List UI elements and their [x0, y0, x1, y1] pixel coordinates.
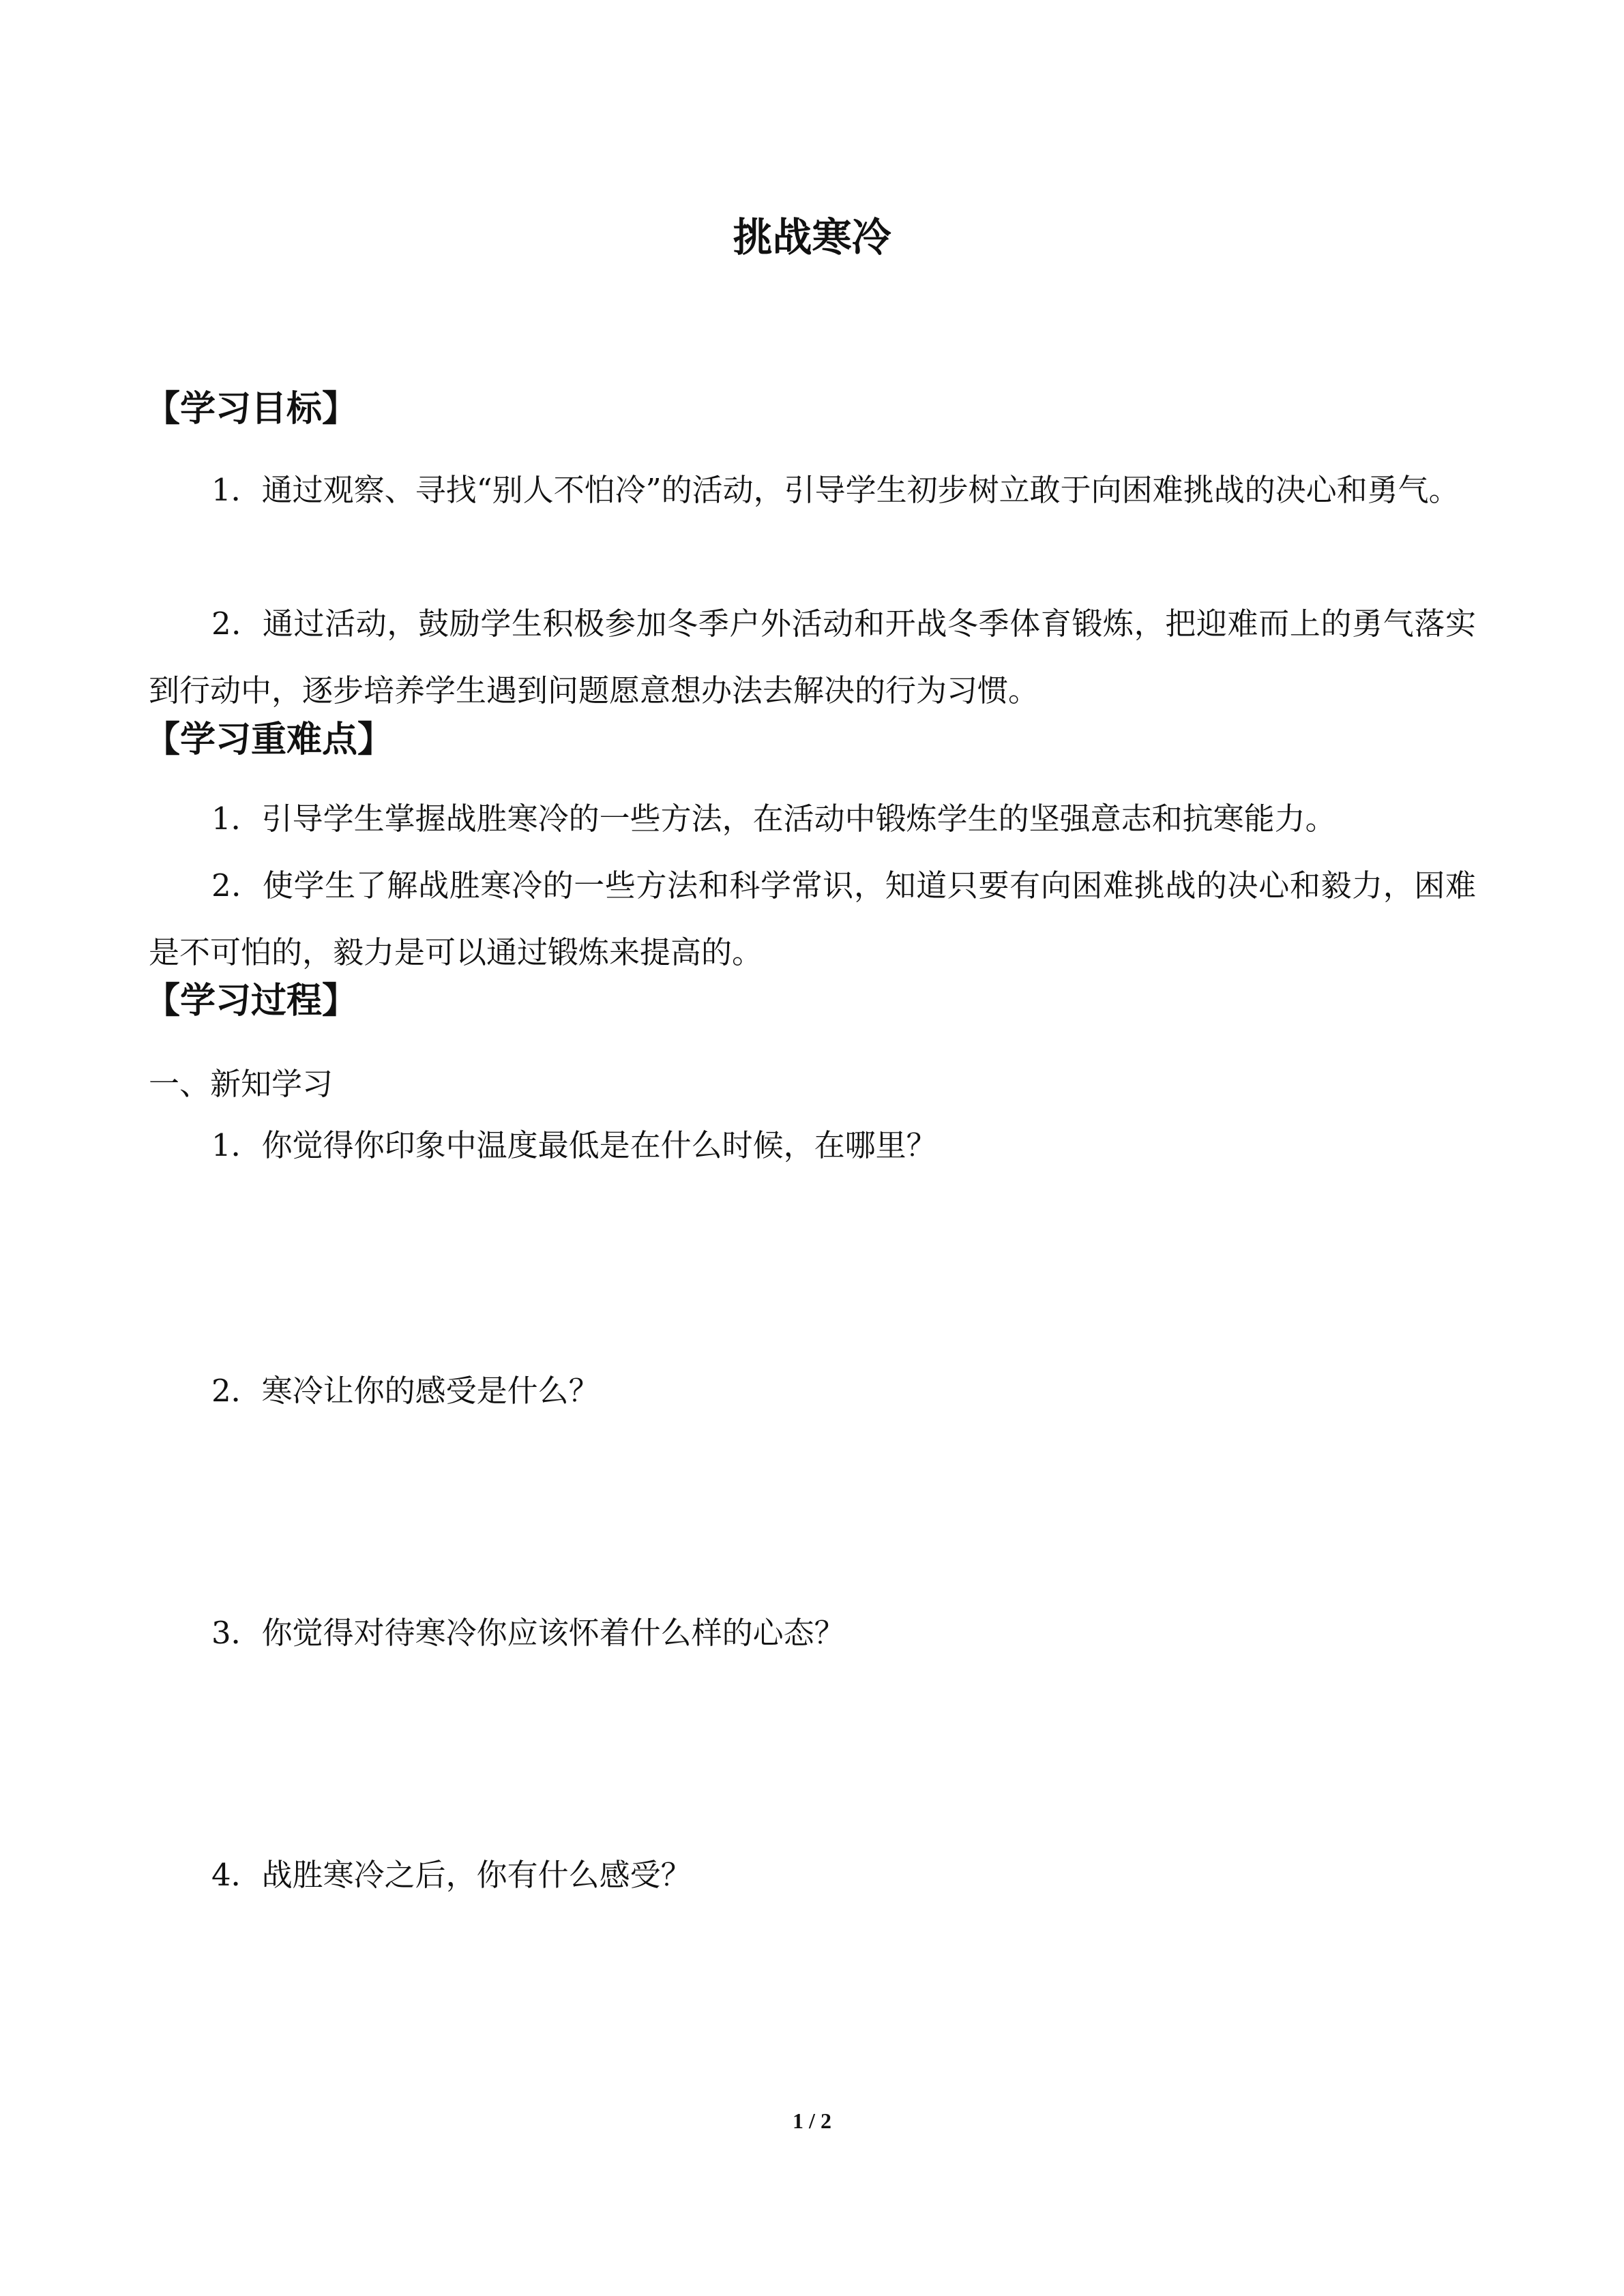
question-2: 2．寒冷让你的感受是什么？ [211, 1373, 600, 1409]
page-number: 1 / 2 [793, 2108, 831, 2133]
section-heading-key-points: 【学习重难点】 [145, 719, 394, 760]
process-subheading: 一、新知学习 [149, 1066, 334, 1102]
key-point-item-1: 1．引导学生掌握战胜寒冷的一些方法，在活动中锻炼学生的坚强意志和抗寒能力。 [211, 801, 1336, 837]
section-heading-process: 【学习过程】 [145, 981, 358, 1022]
document-title: 挑战寒冷 [733, 214, 891, 260]
key-point-item-2: 2．使学生了解战胜寒冷的一些方法和科学常识，知道只要有向困难挑战的决心和毅力，困难是不可怕的，毅力是可以通过锻炼来提高的。 [149, 867, 1476, 970]
question-1: 1．你觉得你印象中温度最低是在什么时候，在哪里？ [211, 1127, 937, 1163]
objective-item-1: 1．通过观察、寻找“别人不怕冷”的活动，引导学生初步树立敢于向困难挑战的决心和勇气。 [211, 472, 1460, 508]
objective-item-2: 2．通过活动，鼓励学生积极参加冬季户外活动和开战冬季体育锻炼，把迎难而上的勇气落实到行动中，逐步培养学生遇到问题愿意想办法去解决的行为习惯。 [149, 606, 1476, 709]
section-heading-objectives: 【学习目标】 [145, 389, 358, 430]
question-3: 3．你觉得对待寒冷你应该怀着什么样的心态？ [211, 1615, 845, 1651]
question-4: 4．战胜寒冷之后，你有什么感受？ [211, 1857, 692, 1893]
